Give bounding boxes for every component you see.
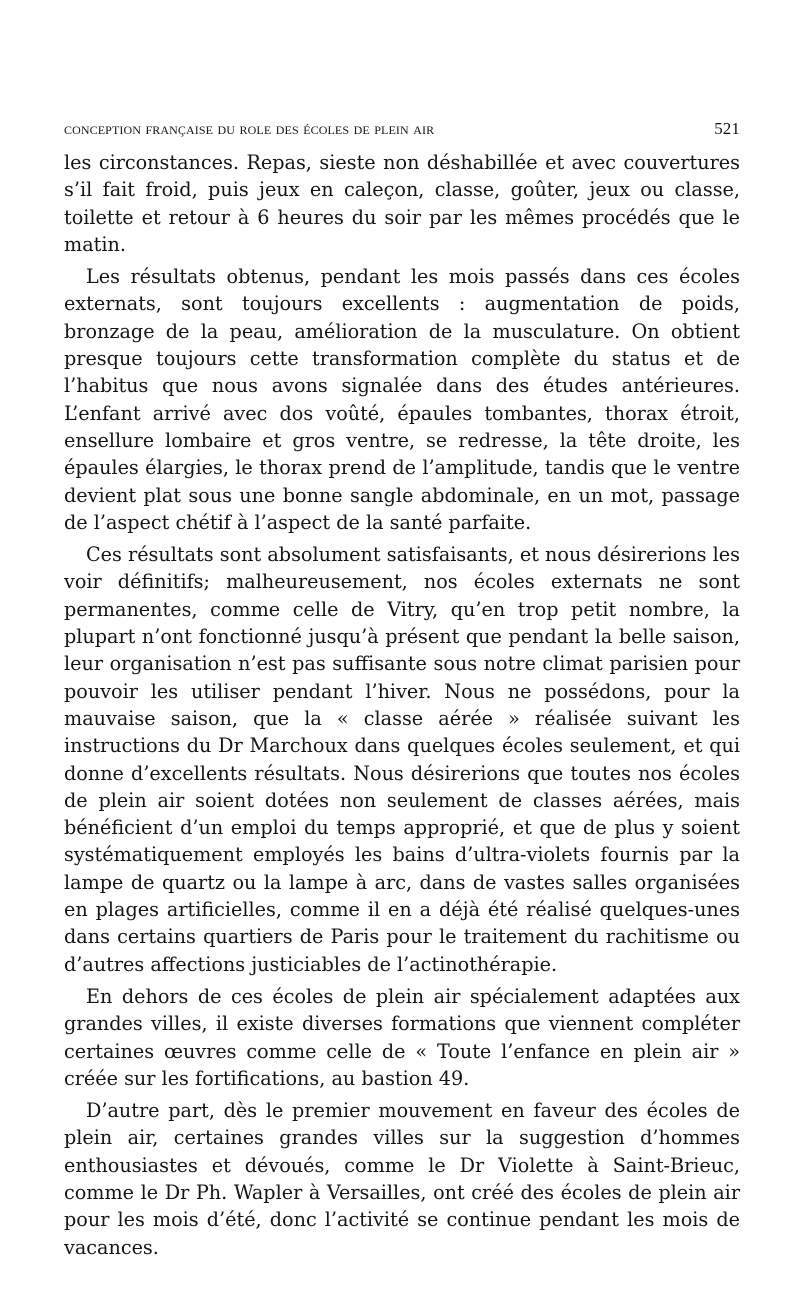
paragraph-results: Les résultats obtenus, pendant les mois passés dans ces écoles externats, sont toujours excellents : augmentation de poids, bronzage de la peau, amélioration de la musculature. On obtient presque toujours cette transformation complète du status et de l’habitus que nous avons signalée dans des études antérieures. L’enfant arrivé avec dos voûté, épaules tombantes, thorax étroit, ensellure lombaire et gros ventre, se redresse, la tête droite, les épaules élargies, le thorax prend de l’amplitude, tandis que le ventre devient plat sous une bonne sangle abdominale, en un mot, passage de l’aspect chétif à l’aspect de la santé parfaite. <box>64 265 740 534</box>
paragraph-permanence: Ces résultats sont absolument satisfaisants, et nous désirerions les voir définitifs; malheureusement, nos écoles externats ne sont permanentes, comme celle de Vitry, qu’en trop petit nombre, la plupart n’ont fonctionné jusqu’à présent que pendant la belle saison, leur organisation n’est pas suffisante sous notre climat parisien pour pouvoir les utiliser pendant l’hiver. Nous ne possédons, pour la mauvaise saison, que la « classe aérée » réalisée suivant les instructions du Dr Marchoux dans quelques écoles seulement, et qui donne d’excellents résultats. Nous désirerions que toutes nos écoles de plein air soient dotées non seulement de classes aérées, mais bénéficient d’un emploi du temps approprié, et que de plus y soient systématiquement employés les bains d’ultra-violets fournis par la lampe de quartz ou la lampe à arc, dans de vastes salles organisées en plages artificielles, comme il en a déjà été réalisé quelques-unes dans certains quartiers de Paris pour le traitement du rachitisme ou d’autres affections justiciables de l’actinothérapie. <box>64 543 740 976</box>
paragraph-other-formations: En dehors de ces écoles de plein air spécialement adaptées aux grandes villes, il existe diverses formations que viennent compléter certaines œuvres comme celle de « Toute l’enfance en plein air » créée sur les fortifications, au bastion 49. <box>64 984 740 1090</box>
paragraph-continuation: les circonstances. Repas, sieste non déshabillée et avec couvertures s’il fait froid, puis jeux en caleçon, classe, goûter, jeux ou classe, toilette et retour à 6 heures du soir par les mêmes procédés que le matin. <box>64 151 740 256</box>
running-title: conception française du role des écoles de plein air <box>64 118 435 138</box>
paragraph-summer-schools: D’autre part, dès le premier mouvement en faveur des écoles de plein air, certaines grandes villes sur la suggestion d’hommes enthousiastes et dévoués, comme le Dr Violette à Saint-Brieuc, comme le Dr Ph. Wapler à Versailles, ont créé des écoles de plein air pour les mois d’été, donc l’activité se continue pendant les mois de vacances. <box>64 1099 740 1259</box>
book-page <box>64 118 740 1261</box>
running-header <box>64 118 740 139</box>
body-text <box>64 149 740 1261</box>
page-number: 521 <box>714 119 740 138</box>
